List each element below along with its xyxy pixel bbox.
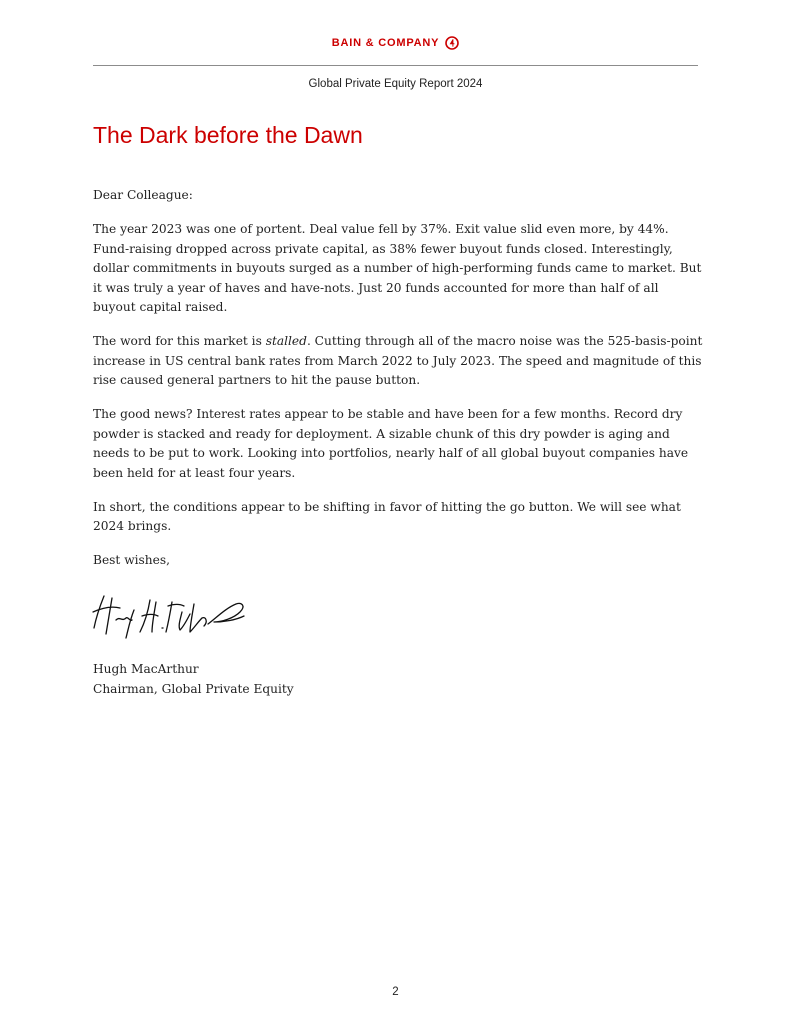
header-divider [93,65,698,66]
paragraph-3: The good news? Interest rates appear to be stable and have been for a few months. Record dry powder is stacked and ready for deployment. A sizable chunk of this dry powder is aging and needs to be put to work. Looking into portfolios, nearly half of all global buyout companies have been held for at least four years. [93,407,689,480]
brand-name: BAIN & COMPANY [331,37,440,49]
signature-image [90,588,250,640]
paragraph-2: The word for this market is stalled. Cutting through all of the macro noise was the 525-basis-point increase in US central bank rates from March 2022 to July 2023. The speed and magnitude of this rise caused general partners to hit the pause button. [93,334,703,387]
report-title: Global Private Equity Report 2024 [308,78,483,90]
letter-body [93,186,703,585]
closing: Best wishes, [93,553,170,567]
paragraph-4: In short, the conditions appear to be shifting in favor of hitting the go button. We will see what 2024 brings. [93,499,681,533]
signer-block [93,660,294,699]
paragraph-1: The year 2023 was one of portent. Deal value fell by 37%. Exit value slid even more, by 44%. Fund-raising dropped across private capital, as 38% fewer buyout funds closed. Interestingly, dollar commitments in buyouts surged as a number of high-performing funds came to market. But it was truly a year of haves and have-nots. Just 20 funds accounted for more than half of all buyout capital raised. [93,222,702,314]
page-number: 2 [392,986,399,998]
compass-icon [445,36,459,50]
salutation: Dear Colleague: [93,188,193,202]
signer-title: Chairman, Global Private Equity [93,681,294,696]
emphasis-stalled: stalled [265,334,307,348]
page-title: The Dark before the Dawn [93,122,363,148]
brand-logo [0,36,791,50]
signer-name: Hugh MacArthur [93,662,199,676]
